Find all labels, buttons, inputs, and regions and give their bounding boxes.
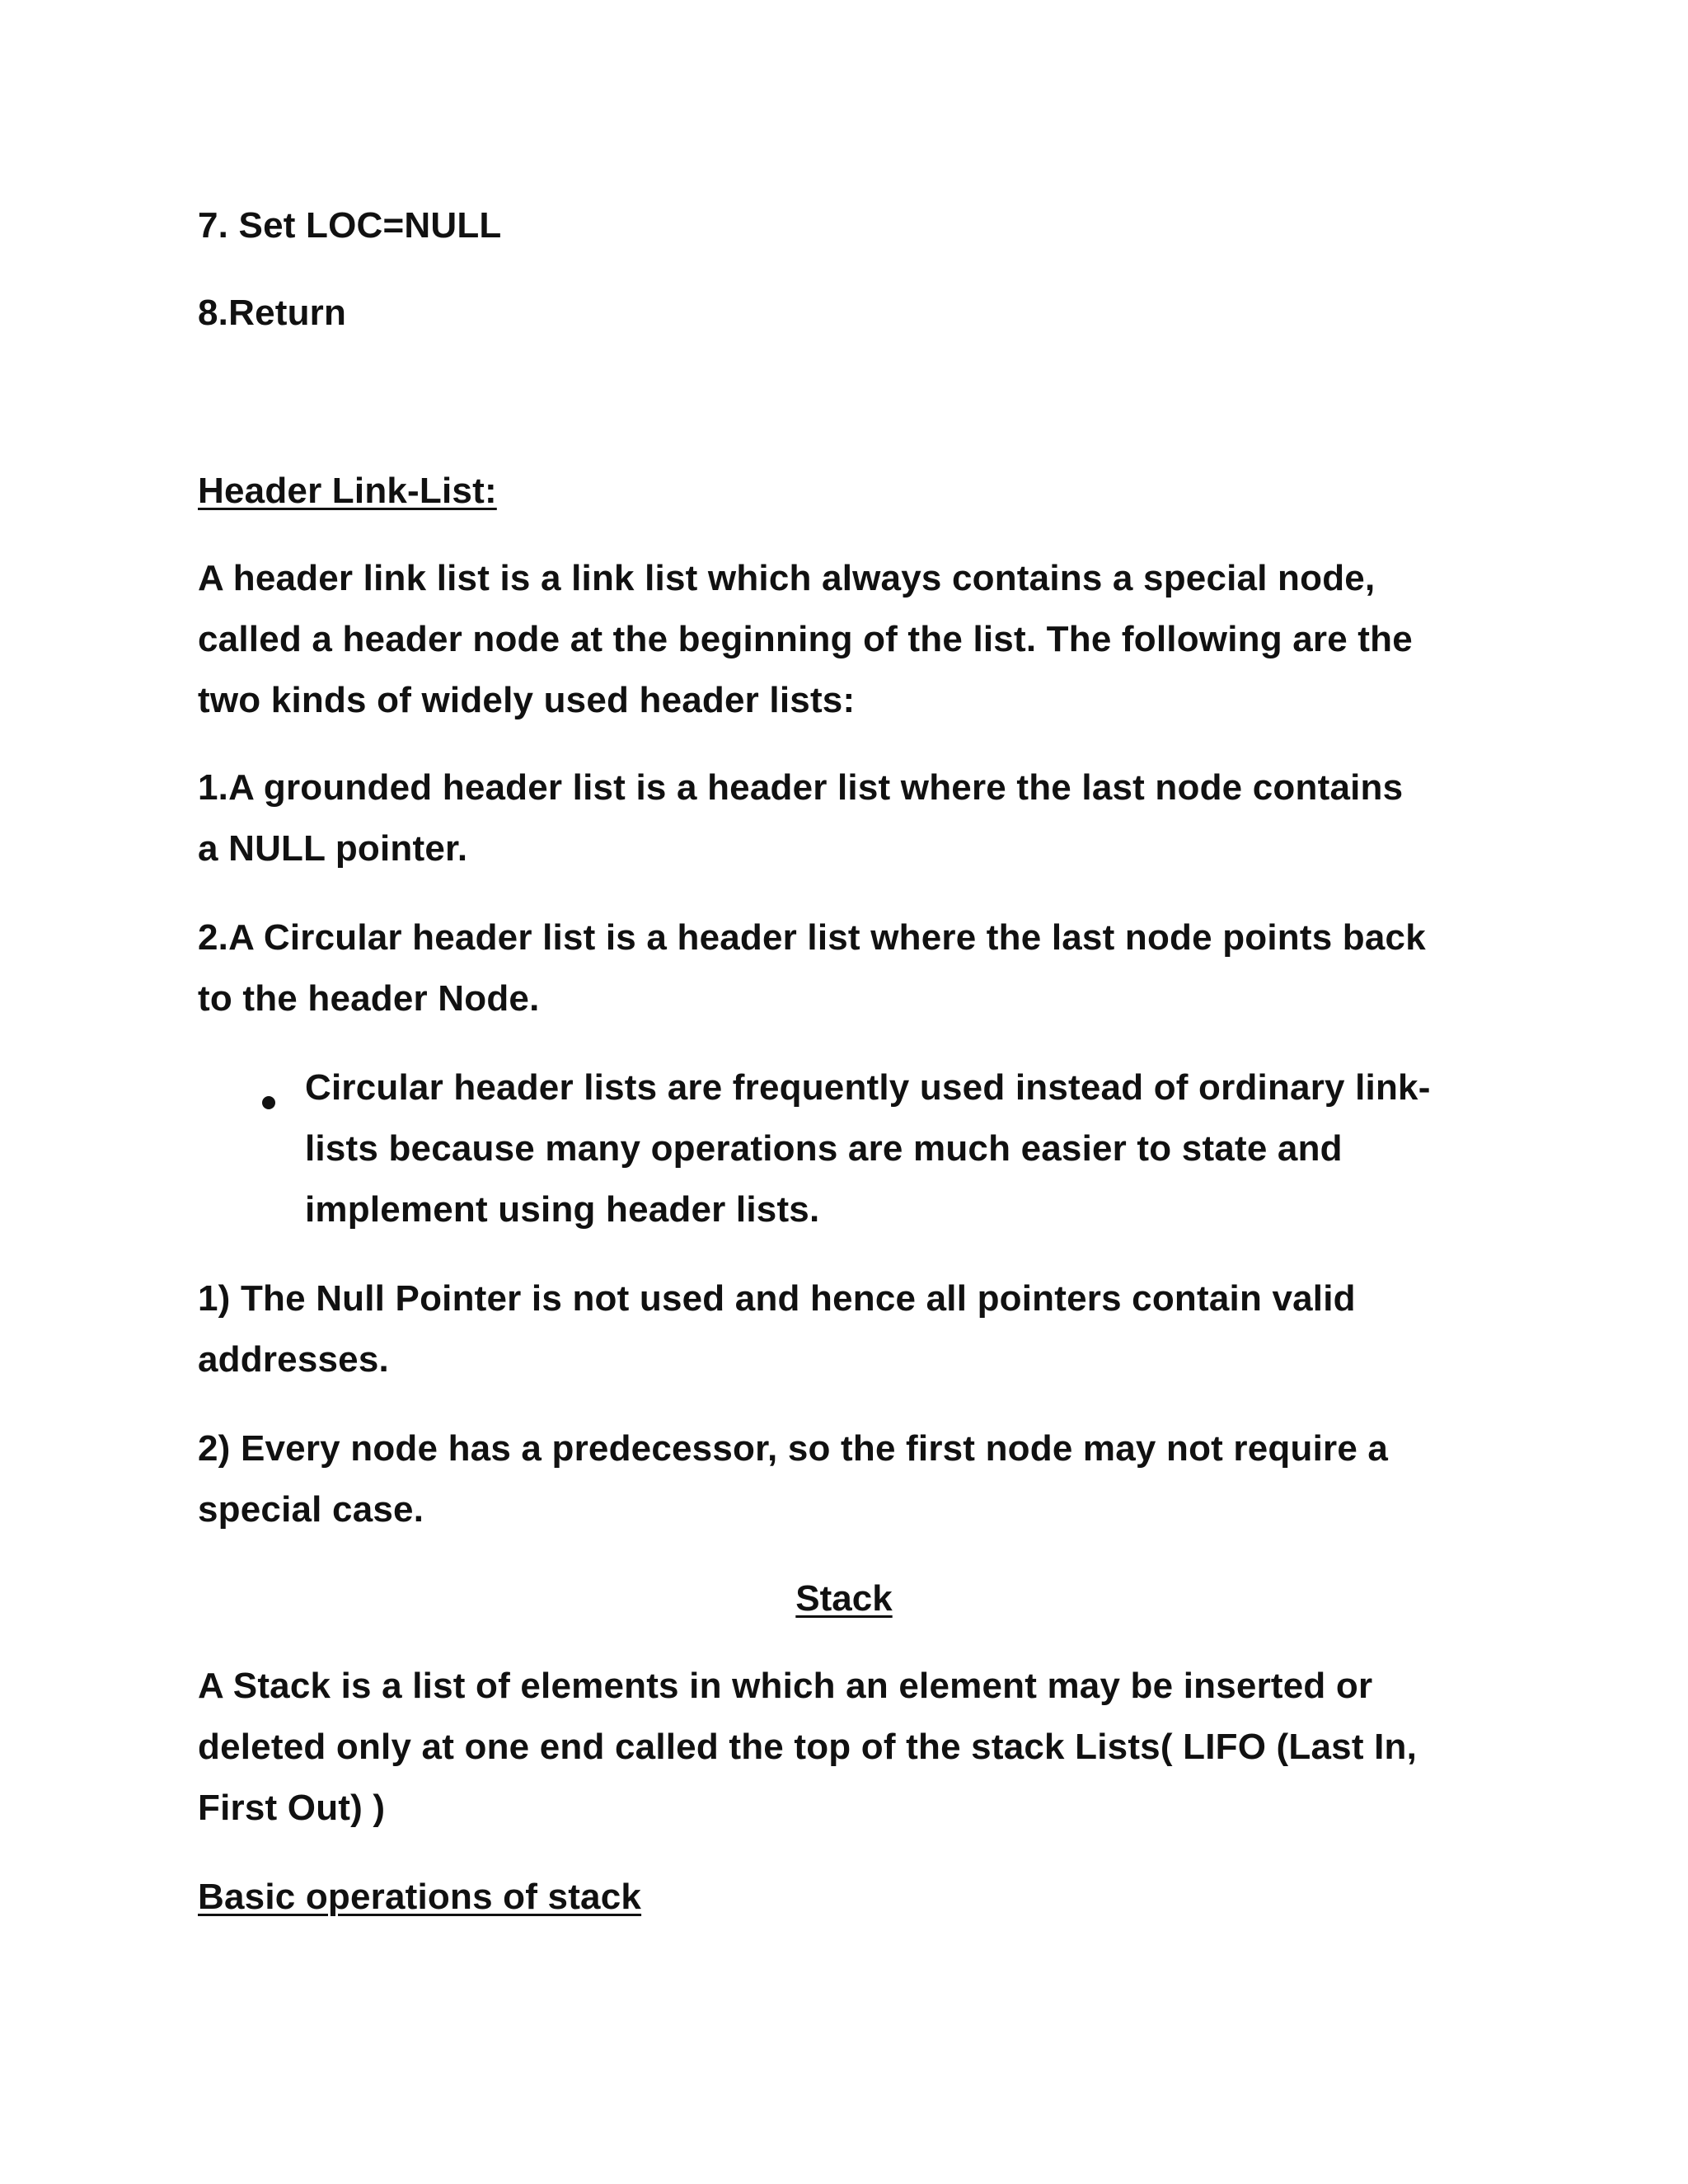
- intro-line-3: two kinds of widely used header lists:: [198, 680, 856, 720]
- bullet-line-1: Circular header lists are frequently used instead of ordinary link-: [305, 1067, 1431, 1108]
- point-2-line-1: 2) Every node has a predecessor, so the first node may not require a: [198, 1428, 1389, 1469]
- grounded-line-1: 1.A grounded header list is a header list where the last node contains: [198, 767, 1404, 808]
- point-2-line-2: special case.: [198, 1489, 424, 1530]
- basic-operations-heading: Basic operations of stack: [198, 1877, 642, 1917]
- bullet-line-2: lists because many operations are much easier to state and: [305, 1128, 1343, 1169]
- intro-line-2: called a header node at the beginning of the list. The following are the: [198, 619, 1413, 659]
- circular-line-1: 2.A Circular header list is a header list where the last node points back: [198, 917, 1426, 958]
- point-1-line-2: addresses.: [198, 1339, 389, 1380]
- circular-line-2: to the header Node.: [198, 978, 540, 1019]
- intro-line-1: A header link list is a link list which always contains a special node,: [198, 558, 1376, 598]
- stack-def-line-3: First Out) ): [198, 1788, 386, 1828]
- stack-heading: Stack: [795, 1578, 893, 1619]
- bullet-line-3: implement using header lists.: [305, 1189, 820, 1230]
- stack-def-line-1: A Stack is a list of elements in which an element may be inserted or: [198, 1666, 1373, 1706]
- point-1-line-1: 1) The Null Pointer is not used and hence all pointers contain valid: [198, 1278, 1356, 1319]
- step-7-text: 7. Set LOC=NULL: [198, 205, 502, 246]
- step-8-text: 8.Return: [198, 293, 347, 333]
- stack-def-line-2: deleted only at one end called the top of the stack Lists( LIFO (Last In,: [198, 1727, 1418, 1767]
- bullet-icon: [262, 1096, 275, 1109]
- grounded-line-2: a NULL pointer.: [198, 828, 468, 869]
- header-link-list-heading: Header Link-List:: [198, 471, 497, 511]
